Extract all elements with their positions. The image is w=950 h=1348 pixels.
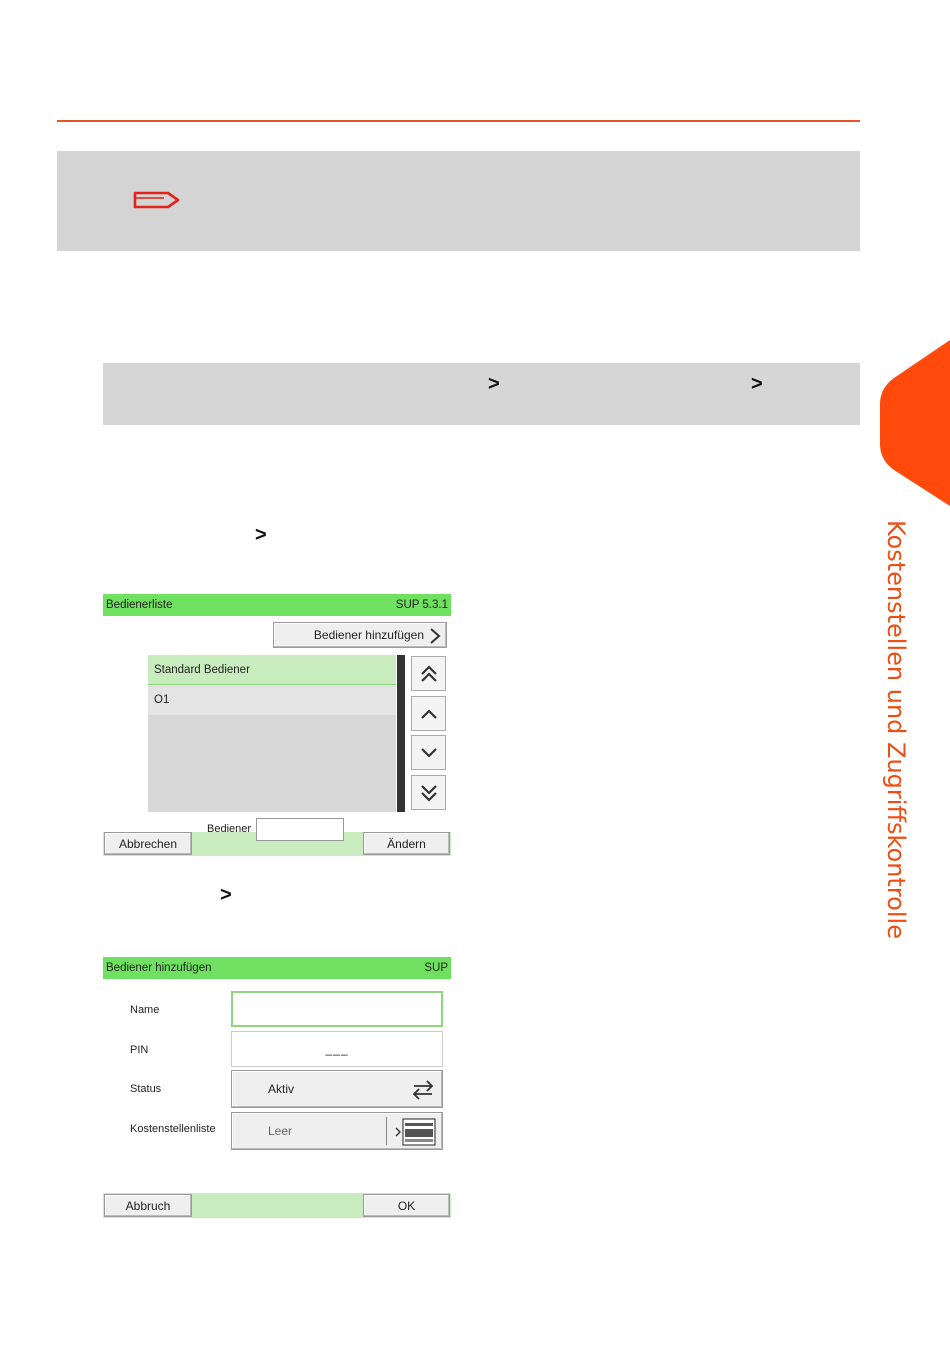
- add-operator-label: Bediener hinzufügen: [313, 628, 424, 642]
- list-item-label: Standard Bediener: [154, 663, 250, 676]
- swap-arrows-icon: [410, 1079, 436, 1101]
- operator-list-screen: [103, 594, 451, 856]
- chapter-title: [850, 520, 940, 1020]
- page-up-button[interactable]: [411, 656, 446, 691]
- step-separator-1: >: [255, 524, 267, 546]
- name-input[interactable]: [231, 991, 443, 1027]
- screen-header: [103, 957, 451, 979]
- double-chevron-down-icon: [419, 783, 439, 803]
- cancel-label: Abbruch: [125, 1198, 171, 1213]
- cancel-button[interactable]: [104, 832, 192, 855]
- note-pointer-icon: [132, 188, 182, 212]
- status-value: Aktiv: [268, 1082, 295, 1096]
- scroll-up-button[interactable]: [411, 696, 446, 731]
- status-label: Status: [130, 1083, 162, 1095]
- list-scrollbar[interactable]: [397, 655, 405, 812]
- list-item[interactable]: [148, 655, 396, 685]
- header-rule: [57, 120, 860, 122]
- cost-list-selector[interactable]: [231, 1112, 443, 1150]
- list-open-icon: [392, 1117, 438, 1147]
- add-operator-button[interactable]: [273, 622, 447, 648]
- chapter-tab-shape: [880, 340, 950, 506]
- chevron-up-icon: [419, 704, 439, 724]
- cancel-label: Abbrechen: [118, 836, 178, 851]
- step-separator-2: >: [220, 884, 232, 906]
- scroll-down-button[interactable]: [411, 735, 446, 770]
- change-label: Ändern: [387, 836, 426, 851]
- cost-list-value: Leer: [268, 1124, 293, 1138]
- chevron-down-icon: [419, 743, 439, 763]
- double-chevron-up-icon: [419, 664, 439, 684]
- screen-title: Bediener hinzufügen: [106, 962, 212, 974]
- operator-label: Bediener: [207, 823, 252, 835]
- list-item[interactable]: [148, 685, 396, 715]
- change-button[interactable]: [363, 832, 450, 855]
- ok-button[interactable]: [363, 1194, 450, 1217]
- screen-header: [103, 594, 451, 616]
- operator-input[interactable]: [256, 818, 344, 841]
- chapter-title-text: Kostenstellen und Zugriffskontrolle: [882, 520, 910, 939]
- screen-title: Bedienerliste: [106, 599, 173, 611]
- pin-input[interactable]: [231, 1031, 443, 1067]
- path-separator-2: >: [751, 373, 763, 395]
- ok-label: OK: [397, 1198, 416, 1213]
- menu-path-box: [103, 363, 860, 425]
- pin-value: ___: [325, 1042, 349, 1056]
- divider: [386, 1117, 387, 1145]
- name-label: Name: [130, 1004, 160, 1016]
- page-down-button[interactable]: [411, 775, 446, 810]
- pin-label: PIN: [130, 1044, 149, 1056]
- screen-code: SUP 5.3.1: [395, 599, 448, 611]
- status-toggle[interactable]: [231, 1070, 443, 1108]
- screen-code: SUP: [424, 962, 448, 974]
- operator-list[interactable]: [148, 655, 396, 812]
- cost-list-label: Kostenstellenliste: [130, 1123, 216, 1135]
- list-item-label: O1: [154, 694, 170, 706]
- cancel-button[interactable]: [104, 1194, 192, 1217]
- path-separator-1: >: [488, 373, 500, 395]
- add-operator-screen: [103, 957, 451, 1219]
- chevron-right-icon: [429, 628, 441, 644]
